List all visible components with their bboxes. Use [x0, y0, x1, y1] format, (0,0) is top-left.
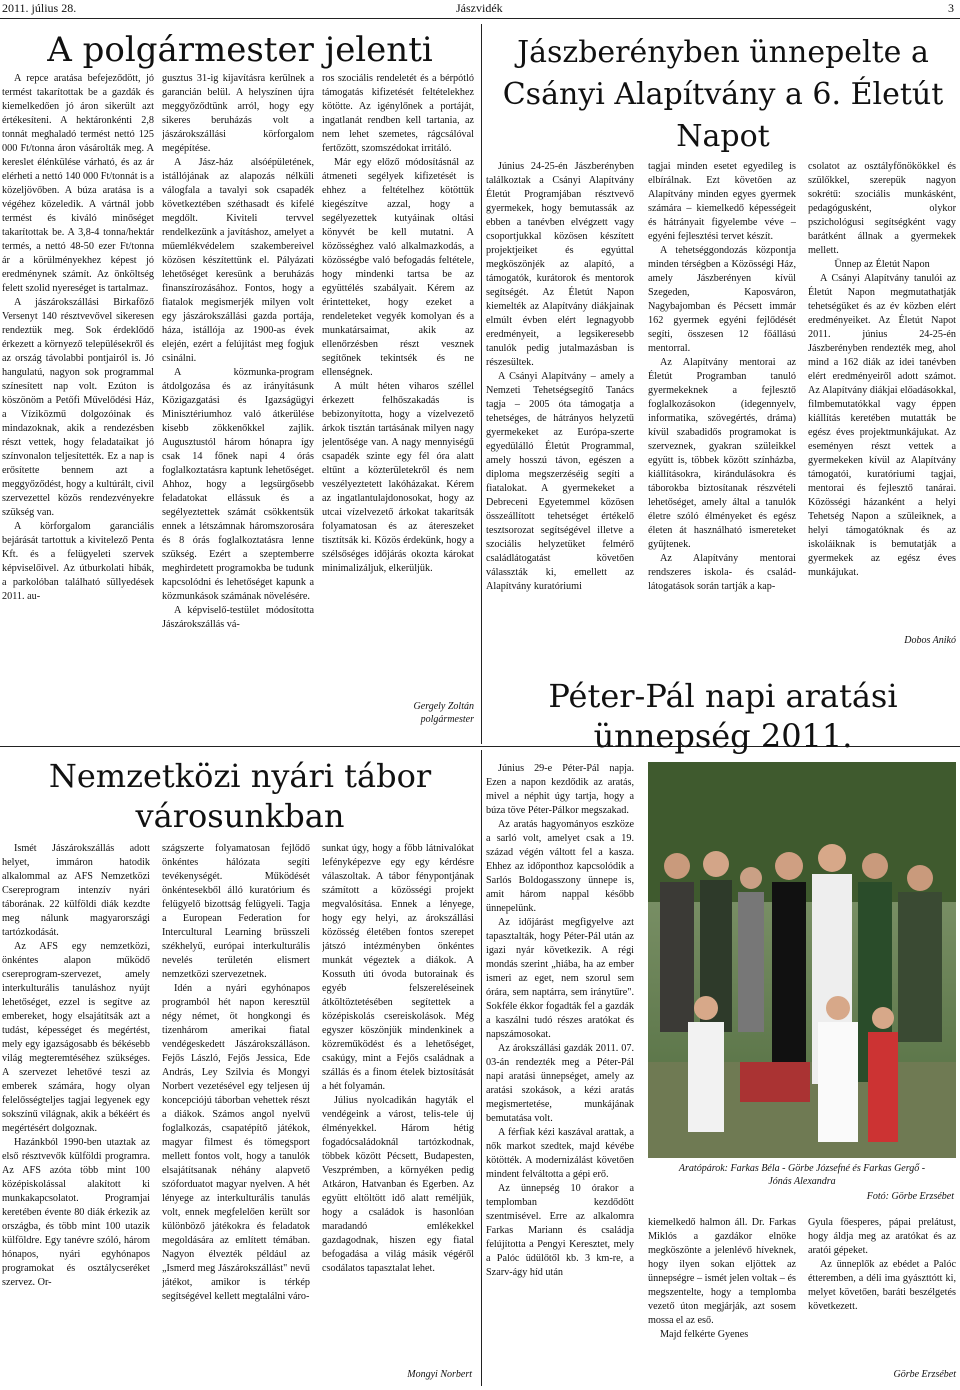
paragraph: A férfiak kézi kaszával arattak, a nők markot szedtek, majd kévébe kötötték. A modernizálást követően mindent felváltotta a gépi erő. — [486, 1127, 634, 1180]
paragraph: A képviselő-testület módosította Jászárokszállás vá- — [162, 605, 314, 630]
paragraph: kiemelkedő halmon áll. Dr. Farkas Miklós a gazdákor elnöke megköszönte a jelenlévő híveknek, hogy ilyen sokan eljöttek az ünnepségre – ismét jelen voltak – és megszentelte, hogy a templomba vezető úton megjárják, azt sosem mossa el az eső. — [648, 1217, 796, 1326]
paragraph: A jászárokszállási Birkafőző Versenyt 140 résztvevővel sikeresen rendeztük meg. Sok érdeklődő érkezett a környező településekről és az ország távolabbi pontjairól is. Jó hangulatú, nagyon sok programmal színesített nap volt. Ezúton is köszönöm a Petőfi Művelődési Ház, a Víziközmű dolgozóinak és mindazoknak, akik a rendezésben részt vettek, hogy feladataikat jó színvonalon teljesítették. Ez a nap is erősítette bennem azt a meggyőződést, hogy a kultúrált, civil szervezettel közös rendezvényekre szükség van. — [2, 297, 154, 518]
title-line: Csányi Alapítvány a 6. Életút — [502, 77, 944, 112]
paragraph: Már egy előző módosításnál az átmeneti segélyek kifizetését is ehhez a feltételhez kötöttük kiegészítve azzal, hogy a segélyezettek kutyáinak oltási könyvét be kell mutatni. A közösséghez való alkalmazkodás, a közösségbe való befogadás feltétele, hogy mindenki tartsa be az együttélés szabályait. Kérem az érintetteket, hogy ezeket a rendeleteket vegyék komolyan és a munkatársaimat, akik az ellenőrzésben részt vesznek segítőnek tekintsék és ne ellenségnek. — [322, 157, 474, 378]
photo-credit: Fotó: Görbe Erzsébet — [866, 1191, 954, 1202]
paragraph: tagjai minden esetet egyedileg is elbírálnak. Ezt követően az Alapítvány minden egyes gyermek számára – kiemelkedő képességeit és hátrányait figyelembe véve – egyéni fejlesztési tervet készít. — [648, 161, 796, 242]
column-divider — [481, 750, 482, 1386]
title-line: Nemzetközi nyári tábor — [48, 757, 432, 795]
paragraph: A repce aratása befejeződött, jó termést takarítottak be a gazdák és kiemelkedően jó áron sikerült azt értékesíteni. A hektáronkénti 2,8 tonnát meghaladó termést nettó 125 000 Ft/tonna áron vásárolták meg. A kereslet élénkülése várható, és az ár elérheti a nettó 140 000 Ft/tonnát is a közeljövőben. A búza aratása is a végéhez közeledik. A vártnál jobb termést és kiváló minőséget takarítottak be. A 3,8-4 tonna/hektár termés, a nettó 48-50 ezer Ft/tonna ár a körülményekhez képest jó eredménynek számít. Az önköltség felett szolid nyereséget is tartalmaz. — [2, 73, 154, 294]
paragraph: Július nyolcadikán hagyták el vendégeink a várost, telis-tele új élményekkel. Három hétig fogadócsaládoknál tartózkodnak, többek között Pécsett, Budapesten, Veszprémben, a környéken pedig Atkáron, Hatvanban és Egerben. Az együtt eltöltött idő alatt reméljük, hogy a családok is hasonlóan maradandó emlékekkel gazdagodnak, hiszen egy fiatal befogadása a világ másik végéről csodálatos tapasztalat lehet. — [322, 1095, 474, 1274]
paragraph: Az ünnepség 10 órakor a templomban kezdődött szentmisével. Erre az alkalomra Farkas Mariann és családja felújította a Pengyi Keresztet, mely a Palóc üdülőtől kb. 3 km-re, a Szarv-ágy híd után — [486, 1183, 634, 1278]
mayor-report-col-1 — [2, 72, 154, 740]
paragraph: A tehetséggondozás központja minden térségben a Közösségi Ház, amely Jászberényen kívül Szegeden, Kaposváron, Nagybajomban és Pécsett immár 162 gyermek egyéni fejlődését segíti, összesen 12 főállású mentorral. — [648, 245, 796, 354]
paragraph: Június 29-e Péter-Pál napja. Ezen a napon kezdődik az aratás, mivel a néphit úgy tartja, hogy a búza töve Péter-Pálkor megszakad. — [486, 763, 634, 816]
title-line: városunkban — [135, 797, 345, 835]
paragraph: ros szociális rendeletét és a bérpótló támogatás kifizetését feltételekhez kötötte. Az igénylőnek a portáját, ingatlanát rendben kell tartania, az nem lehet szemetes, rágcsálóval fertőzött, szomszédokat irritáló. — [322, 73, 474, 154]
paragraph: Ismét Jászárokszállás adott helyet, immáron hatodik alkalommal az AFS Nemzetközi Csereprogram intenzív nyári táborának. 22 külföldi diák kezdte meg nálunk magyarországi tartózkodását. — [2, 843, 150, 938]
paragraph: Idén a nyári egyhónapos programból hét napon keresztül négy német, öt hongkongi és tizenhárom amerikai fiatal vendégeskedett Jászárokszálláson. Fejős László, Fejős Jessica, Ede András, Ley Szilvia és Mongyi Norbert vezetésével egy teljesen új koncepciójú táborban vehettek részt a diákok. Számos angol nyelvű foglalkozás, csapatépítő játékok, magyar filmest és tömegsport mellett fontos volt, hogy a tanulók elsajátítsanak néhány alapvető szóforduatot magyar nyelven. A hét lényege az interkulturális tanulás volt, ennek megfelelően került sor különböző játékokra és feladatok megoldására az említett témában. Nagyon élvezték például az „Ismerd meg Jászárokszállást" nevű játékot, amikor is térkép segítségével kellett megtalálni váro- — [162, 983, 310, 1302]
paragraph: Gyula főesperes, pápai prelátust, hogy áldja meg az aratókat és az aratói gépeket. — [808, 1217, 956, 1256]
mayor-report-col-3 — [322, 72, 474, 700]
paragraph: Az Alapítvány mentorai az Életút Programban tanuló gyermekeknek a fejlesztő foglalkozásokon (idegennyelv, informatika, szövegértés, dráma) kívül szabadidős programokat is szerveznek, gyakran szüleikkel együtt is, többek között színházba, kiállításokra, kirándulásokra és táborokba biztosítanak részvételi lehetőséget, amely által a tanulók életre szóló élményeket és egész életen át használható ismereteket gyűjtenek. — [648, 357, 796, 550]
mayor-report-title: A polgármester jelenti — [47, 30, 433, 70]
harvest-photo — [648, 762, 956, 1158]
page-header — [0, 0, 960, 19]
paragraph: Az időjárást megfigyelve azt tapasztalták, hogy Péter-Pál után az igazi nyár következik. A régi mondás szerint „hiába, ha az ember ismeri az eget, nem szorul sem órára, sem naptárra, sem iránytűre". Sokféle ékkor fogadták fel a gazdák a kaszálni tudó részes aratókat és napszámosokat. — [486, 917, 634, 1040]
harvest-photo-image — [648, 762, 956, 1158]
csanyi-col-1 — [486, 160, 634, 646]
title-line: Napot — [676, 119, 770, 154]
title-line: ünnepség 2011. — [593, 717, 853, 755]
mayor-signature — [322, 700, 474, 726]
camp-col-3 — [322, 842, 474, 1366]
photo-caption — [648, 1162, 956, 1188]
peter-pal-title — [486, 676, 960, 756]
camp-col-2 — [162, 842, 310, 1386]
paragraph: A közmunka-program átdolgozása és az irányításunk Közigazgatási és Igazságügyi Minisztériumhoz való átkerülése kisebb zökkenőkkel zajlik. Augusztustól három hónapra így csak 14 főnek napi 4 órás foglalkoztatásra kaptunk lehetőséget. Ahhoz, hogy a legsürgősebb feladatokat ellássuk és a segélyeztettek számát csökkentsük ennek a létszámnak háromszorosára és 8 órás foglalkoztatásra lenne szükség. Ezért a szeptemberre meghirdetett programokba be tudunk kapcsolódni és lehetőséget kapunk a közmunkások számának növelésére. — [162, 367, 314, 602]
paragraph: A Jász-ház alsóépületének, istállójának az alapozás nélküli válogfala a tavalyi sok csapadék következtében széthasadt és kifelé megdőlt. Kiviteli tervvel rendelkezünk a javításhoz, amelyet a műemlékvédelem szakembereivel közösen készítettünk el. Pályázati lehetőséget keresünk a beruházás finanszírozásához. Fontos, hogy a fiatalok megismerjék milyen volt egy jászárokszállási gazda portája, háza, istállója az 1900-as évek elején, ezért a felújítást meg fogjuk csinálni. — [162, 157, 314, 364]
subheading: Ünnep az Életút Napon — [834, 259, 930, 270]
paragraph: Az AFS egy nemzetközi, önkéntes alapon működő csereprogram-szervezet, amely interkulturális tanuláshoz nyújt lehetőséget, ezzel is segítve az embereket, hogy elsajátítsák azt a tudást, képességet és megértést, mely egy igazságosabb és békésebb világ megteremtéséhez szükséges. A szervezet lehetővé teszi az emberek számára, hogy olyan felelősségteljes tagjai legyenek egy sokszínű világnak, akik a békéért és megértésért dolgoznak. — [2, 941, 150, 1134]
page-number: 3 — [948, 1, 954, 15]
paragraph: A Csányi Alapítvány tanulói az Életút Napon megmutathatják tehetségüket és az év közben elért eredményeiket. Az Életút Napot 2011. június 24-25-én Jászberényben rendezték meg, ahol mind a 162 diák az idei tanévben elért eredményeiről adott számot. Az Alapítvány diákjai előadásokkal, filmbemutatókkal vagy éppen kiállítás keretében mutatták be egész éves projektmunkájukat. Az eseményen részt vettek a gyermekeken kívül az Alapítvány támogatói, kuratóriumi tagjai, mentorai és fejlesztő tanárai. Közösségi házanként a helyi Tehetség Napon a szüleiknek, a helyi támogatóknak és az iskoláiknak is bemutatják a gyermekek az egész éves munkájukat. — [808, 273, 956, 578]
paragraph: A körforgalom garanciális bejárását tartottuk a kivitelező Penta Kft. és a felügyeleti szervek képviselőivel. Az útburkolati hibák, a parkolóban található süllyedések 2011. au- — [2, 521, 154, 602]
paragraph: Majd felkérte Gyenes — [660, 1329, 749, 1340]
paragraph: szágszerte folyamatosan fejlődő önkéntes hálózata segíti tevékenységét. Működését önkéntesekből álló kuratórium és felügyelő bizottság felügyeli. Tagja a European Federation for Intercultural Learning brüsszeli székhelyű, európai interkulturális nevelés területén elismert nemzetközi szervezetnek. — [162, 843, 310, 980]
paragraph: sunkat úgy, hogy a főbb látnivalókat lefényképezve egy egy kérdésre válaszoltak. A tábor fénypontjának számított a közösségi projekt megvalósítása. Ennek a lényege, hogy egy helyi, az árokszállási közösség életében fontos szerepet játszó intézményben önkéntes munkát végeztek a diákok. A Kossuth úti óvoda butorainak és egyéb felszereléseinek átköltöztetésében segítettek a középiskolás csereiskolások. Még egyszer köszönjük mindenkinek a közreműködést és a lehetőséget, csakúgy, mint a Fejős családnak a szállás és a finom ételek biztosítását a hét folyamán. — [322, 843, 474, 1092]
paragraph: A Csányi Alapítvány – amely a Nemzeti Tehetségsegítő Tanács tagja – 2005 óta támogatja a tehetséges, de hátrányos helyzetű gyermekeket az Európa-szerte egyedülálló Életút Programmal, amely hosszú távon, egészen a diploma megszerzéséig segíti a fiatalokat. A gyermekeket a Debreceni Egyetemmel közösen összeállított tehetséget értékelő tesztsorozat segítségével illetve a szociális helyzetüket felmérő családlátogatást követően válasszták ki, emellett az Alapítvány kuratóriumi — [486, 371, 634, 592]
peter-pal-signature: Görbe Erzsébet — [893, 1369, 956, 1380]
csanyi-col-2 — [648, 160, 796, 646]
column-divider — [481, 24, 482, 744]
caption-line: Jónás Alexandra — [768, 1176, 836, 1187]
publication-name: Jászvidék — [456, 1, 503, 15]
csanyi-signature: Dobos Anikó — [904, 635, 956, 646]
title-line: Péter-Pál napi aratási — [548, 677, 898, 715]
camp-col-1 — [2, 842, 150, 1386]
issue-date: 2011. július 28. — [2, 1, 77, 15]
peter-pal-col-3 — [808, 1216, 956, 1366]
csanyi-title — [486, 32, 960, 158]
caption-line: Aratópárok: Farkas Béla - Görbe Józsefné és Farkas Gergő - — [678, 1163, 926, 1174]
paragraph: Az árokszállási gazdák 2011. 07. 03-án rendezték meg a Péter-Pál napi aratási ünnepséget, amely az aratási szokások, a kézi aratás megismertetése, munkájának bemutatása volt. — [486, 1043, 634, 1124]
csanyi-col-3 — [808, 160, 956, 634]
mayor-report-col-2 — [162, 72, 314, 740]
peter-pal-col-2 — [648, 1216, 796, 1384]
paragraph: csolatot az osztályfőnökökkel és szülőkkel, szerepük nagyon sokrétű: szociális munkásként, pedagógusként, olykor pszichológusi segítségként vagy barátként állnak a gyermekek mellett. — [808, 161, 956, 256]
signature-role: polgármester — [420, 714, 474, 725]
signature-name: Gergely Zoltán — [413, 701, 474, 712]
camp-title — [0, 756, 480, 836]
paragraph: Az Alapítvány mentorai rendszeres iskola- és család-látogatások során tartják a kap- — [648, 553, 796, 592]
paragraph: Június 24-25-én Jászberényben találkoztak a Csányi Alapítvány Életút Programjában résztvevő gyermekek, hogy bemutassák az ebben a tanévben elvégzett vagy csoportjukkal közösen készített projektjeiket és egyúttal megköszönjék az alapító, a támogatók, kurátorok és mentorok segítségét. Az Életút Napon kiemelték az Alapítvány diákjainak elmúlt évben elért legnagyobb eredményeit, a legsikeresebb tanulók pedig jutalmazásban is részesültek. — [486, 161, 634, 368]
title-line: Jászberényben ünnepelte a — [517, 35, 929, 70]
paragraph: Hazánkból 1990-ben utaztak az első résztvevők külföldi programra. Az AFS azóta több mint 100 középiskolással alakított ki munkakapcsolatot. Programjai keretében évente 80 diák érkezik az országba, és több mint 100 utazik külföldre. Egy tanévre szóló, három hónapos, nyári egyhónapos programokat és osztálycseréket szervez. Or- — [2, 1137, 150, 1288]
paragraph: gusztus 31-ig kijavításra kerülnek a garancián belül. A helyszínen újra meggyőződtünk arról, hogy egy sikeres beruházás volt a jászárokszállási körforgalom megépítése. — [162, 73, 314, 154]
paragraph: Az ünneplők az ebédet a Palóc étteremben, a déli ima gyászttótt ki, melyet követően, baráti beszélgetés következett. — [808, 1259, 956, 1312]
paragraph: A múlt héten viharos széllel érkezett felhőszakadás is bebizonyította, hogy a vízelvezető árkok tisztán tartásának milyen nagy jelentősége van. A nagy mennyiségű csapadék szinte egy fél óra alatt eltűnt a közterületekről és nem veszélyeztetett lakóházakat. Kérem az ingatlantulajdonosokat, hogy az utcai vízelvezető árkokat takarítsák folyamatosan és az átereszeket tisztítsák ki. Közös érdekünk, hogy a szélsőséges időjárás okozta károkat minimalizáljuk, elkerüljük. — [322, 381, 474, 574]
camp-signature: Mongyi Norbert — [407, 1369, 472, 1380]
paragraph: Az aratás hagyományos eszköze a sarló volt, amelyet csak a 19. század végén váltott fel a kasza. Ehhez az időponthoz kapcsolódik a Sarlós Boldogasszony ünnepe is, amit három nappal később ünnepelünk. — [486, 819, 634, 914]
peter-pal-col-1 — [486, 762, 634, 1384]
